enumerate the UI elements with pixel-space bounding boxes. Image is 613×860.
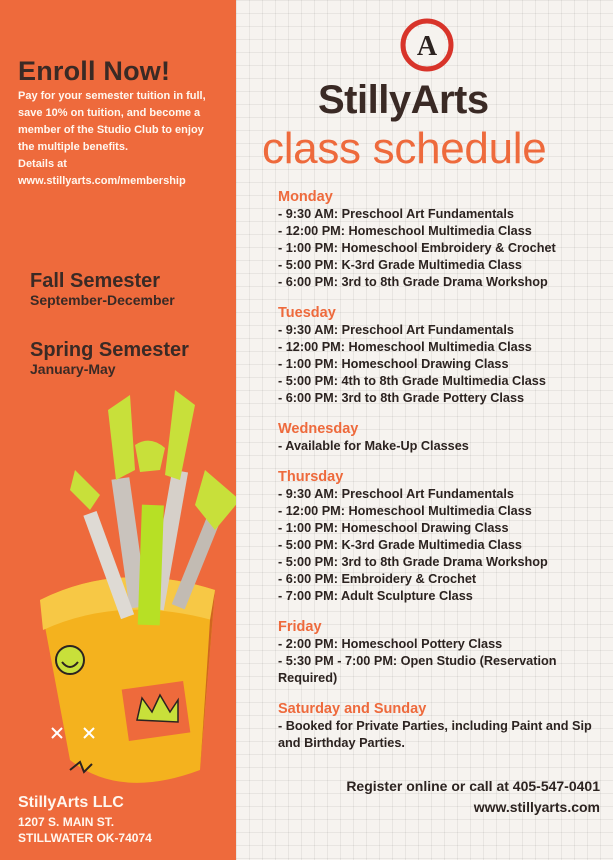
fall-semester-dates: September-December	[30, 292, 175, 308]
schedule-item: - 9:30 AM: Preschool Art Fundamentals	[278, 323, 514, 337]
enroll-description	[18, 88, 233, 190]
schedule-item: - 9:30 AM: Preschool Art Fundamentals	[278, 487, 514, 501]
schedule-item: - 2:00 PM: Homeschool Pottery Class	[278, 637, 503, 651]
schedule-item: - Booked for Private Parties, including Paint and Sip and Birthday Parties.	[278, 719, 592, 750]
schedule-item: - 1:00 PM: Homeschool Drawing Class	[278, 357, 509, 371]
enroll-line: save 10% on tuition, and become a	[18, 107, 201, 119]
day-heading: Thursday	[278, 469, 344, 485]
schedule-item: - Available for Make-Up Classes	[278, 439, 469, 453]
schedule-item: - 5:30 PM - 7:00 PM: Open Studio (Reservation Required)	[278, 654, 557, 685]
day-heading: Friday	[278, 619, 322, 635]
day-thursday	[278, 469, 608, 605]
spring-semester-dates: January-May	[30, 361, 116, 377]
schedule-item: - 5:00 PM: K-3rd Grade Multimedia Class	[278, 538, 522, 552]
register-phone[interactable]: Register online or call at 405-547-0401	[346, 778, 600, 794]
day-heading: Tuesday	[278, 305, 336, 321]
schedule-item: - 5:00 PM: 4th to 8th Grade Multimedia Class	[278, 374, 546, 388]
enroll-title: Enroll Now!	[18, 56, 171, 86]
enroll-line: member of the Studio Club to enjoy	[18, 124, 204, 136]
schedule-item: - 12:00 PM: Homeschool Multimedia Class	[278, 504, 532, 518]
day-heading: Wednesday	[278, 421, 359, 437]
fall-semester-title: Fall Semester	[30, 270, 161, 292]
spring-semester-title: Spring Semester	[30, 339, 189, 361]
day-wednesday	[278, 421, 608, 455]
schedule-item: - 12:00 PM: Homeschool Multimedia Class	[278, 340, 532, 354]
schedule-item: - 6:00 PM: Embroidery & Crochet	[278, 572, 477, 586]
brand-name: StillyArts	[318, 78, 489, 122]
class-schedule-title: class schedule	[262, 124, 547, 173]
company-name: StillyArts LLC	[18, 794, 124, 811]
company-info	[18, 792, 152, 846]
enroll-line: Pay for your semester tuition in full,	[18, 90, 206, 102]
address-line-1: 1207 S. MAIN ST.	[18, 815, 115, 829]
day-heading: Saturday and Sunday	[278, 701, 427, 717]
schedule-item: - 5:00 PM: 3rd to 8th Grade Drama Workshop	[278, 555, 548, 569]
stillyarts-logo	[396, 14, 458, 76]
schedule-item: - 9:30 AM: Preschool Art Fundamentals	[278, 207, 514, 221]
day-weekend	[278, 701, 608, 752]
schedule-item: - 1:00 PM: Homeschool Embroidery & Crochet	[278, 241, 556, 255]
website-link[interactable]: www.stillyarts.com	[473, 799, 600, 815]
spring-semester	[30, 339, 189, 377]
day-tuesday	[278, 305, 608, 407]
schedule	[278, 189, 608, 766]
logo-letter: A	[416, 31, 438, 62]
schedule-item: - 6:00 PM: 3rd to 8th Grade Drama Workshop	[278, 275, 548, 289]
schedule-item: - 7:00 PM: Adult Sculpture Class	[278, 589, 473, 603]
register-info	[290, 776, 600, 818]
left-panel	[0, 0, 236, 860]
schedule-item: - 5:00 PM: K-3rd Grade Multimedia Class	[278, 258, 522, 272]
fall-semester	[30, 270, 175, 308]
enroll-line: Details at	[18, 158, 67, 170]
day-monday	[278, 189, 608, 291]
schedule-item: - 12:00 PM: Homeschool Multimedia Class	[278, 224, 532, 238]
schedule-item: - 1:00 PM: Homeschool Drawing Class	[278, 521, 509, 535]
day-heading: Monday	[278, 189, 333, 205]
schedule-item: - 6:00 PM: 3rd to 8th Grade Pottery Class	[278, 391, 525, 405]
address-line-2: STILLWATER OK-74074	[18, 831, 152, 845]
day-friday	[278, 619, 608, 687]
enroll-line: the multiple benefits.	[18, 141, 129, 153]
membership-link[interactable]: www.stillyarts.com/membership	[18, 175, 186, 187]
